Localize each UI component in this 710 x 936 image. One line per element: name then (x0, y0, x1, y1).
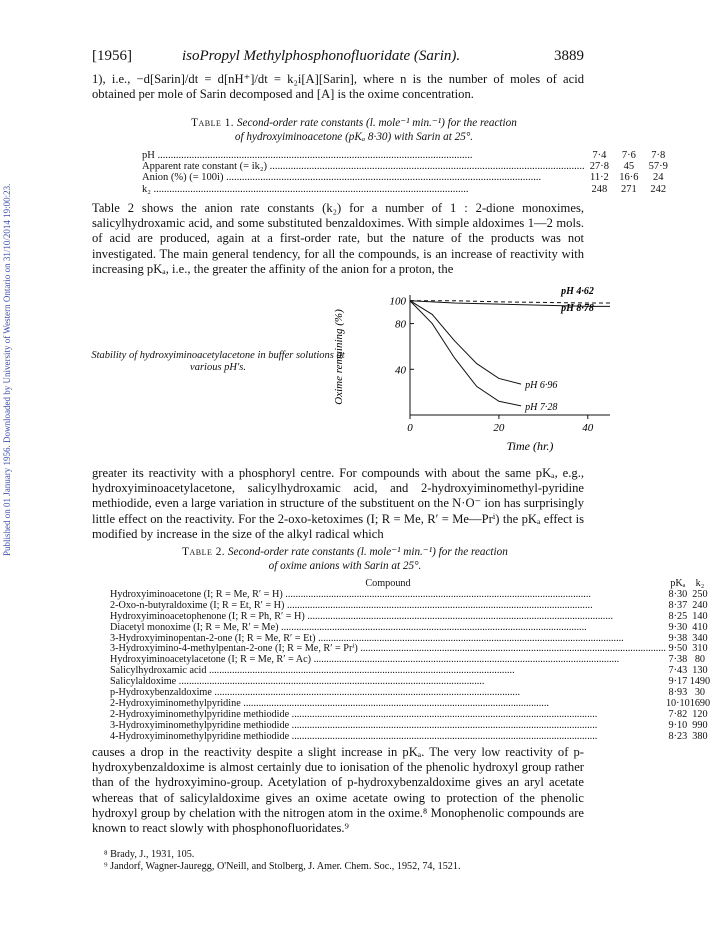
compound-cell: 4-Hydroxyiminomethylpyridine methiodide ..... (110, 732, 666, 743)
x-axis-label: Time (hr.) (506, 439, 554, 453)
pka-cell: 10·10 (665, 697, 690, 709)
pka-cell: 8·37 (668, 599, 688, 611)
stability-chart (330, 275, 620, 475)
k2-cell: 340 (692, 632, 708, 644)
paragraph-4: causes a drop in the reactivity despite a slight increase in pKₐ. The very low reactivity of p-hydroxybenzaldoxime is almost certainly due to ionisation of the phenolic hydroxyl group rather than of the hydroxyimino-group. Acetylation of p-hydroxybenzaldoxime gives an aryl acetate whereas that of salicylaldoxime gives an oxime acetate owing to protection of the phenolic hydroxyl group by chelation with the nitrogen atom in the oxime.⁸ Monophenolic compounds are known to react slowly with phosphonofluoridates.⁹ (92, 745, 584, 836)
k2-cell: 990 (692, 719, 708, 731)
cell: 7·6 (621, 150, 636, 161)
pka-cell: 8·93 (668, 687, 688, 699)
compound-cell: Salicylhydroxamic acid ..... (110, 666, 666, 677)
compound-cell: 3-Hydroxyimino-4-methylpentan-2-one (I; R = Me, R′ = Prⁱ) ..... (110, 644, 666, 655)
column-header: Compound (365, 578, 411, 589)
table2-caption-line2: of oxime anions with Sarin at 25°. (268, 560, 422, 572)
footnote-9: ⁹ Jandorf, Wagner-Jauregg, O'Neill, and Stolberg, J. Amer. Chem. Soc., 1952, 74, 1521. (104, 861, 461, 872)
footnote-8: ⁸ Brady, J., 1931, 105. (104, 849, 195, 860)
k2-cell: 250 (692, 588, 708, 600)
pka-cell: 9·30 (668, 621, 688, 633)
table-row (110, 623, 710, 634)
compound-cell: Diacetyl monoxime (I; R = Me, R′ = Me) ..... (110, 623, 666, 634)
header-year: [1956] (92, 48, 132, 64)
table1-caption-line2: of hydroxyiminoacetone (pKₐ 8·30) with Sarin at 25°. (234, 131, 474, 143)
compound-cell: Salicylaldoxime ..... (110, 677, 666, 688)
pka-cell: 8·25 (668, 610, 688, 622)
cell: 27·8 (589, 161, 610, 173)
paragraph-3: greater its reactivity with a phosphoryl centre. For compounds with about the same pKₐ, e.g., hydroxyiminoacetylacetone, salicylhydroxamic acid, and 2-hydroxyiminomethyl-pyridine methiodide, even a large variation in structure of the substituent on the N·O⁻ ion has surprisingly little effect on the reactivity. For the 2-oxo-ketoximes (I; R = Me, R′ = Me—Prⁱ) the pKₐ effect is modified by increase in the size of the alkyl radical which (92, 466, 584, 541)
cell: 45 (623, 161, 635, 173)
k2-cell: 1490 (689, 676, 710, 688)
table-row (142, 172, 673, 183)
k2-cell: 410 (692, 621, 708, 633)
compound-cell: 3-Hydroxyiminopentan-2-one (I; R = Me, R′ = Et) ..... (110, 634, 666, 645)
pka-cell: 7·82 (668, 708, 688, 720)
table2-caption (110, 545, 580, 573)
table-row (110, 732, 710, 743)
k2-cell: 120 (692, 708, 708, 720)
column-header: pKₐ (670, 578, 686, 589)
pka-cell: 9·10 (668, 719, 688, 731)
y-tick-label: 40 (395, 364, 406, 377)
row-label: pH ..... (142, 150, 585, 161)
pka-cell: 8·30 (668, 588, 688, 600)
k2-cell: 240 (692, 599, 708, 611)
paragraph-2: Table 2 shows the anion rate constants (k₂) for a number of 1 : 2-dione monoximes, salicylhydroxamic acid, and some substituted benzaldoximes. With simple aldoximes 1—2 mols. of acid are produced, again at a first-order rate, but the nature of the products was not investigated. The main general tendency, for all the compounds, is an increase of reactivity with increasing pKₐ, i.e., the greater the affinity of the anion for a proton, the (92, 201, 584, 276)
curve-label: pH 6·96 (525, 380, 558, 392)
curve-label: pH 8·78 (561, 303, 594, 314)
y-axis-label: Oxime remaining (%) (333, 309, 345, 405)
compound-cell: 2-Hydroxyiminomethylpyridine ..... (110, 699, 666, 710)
k2-cell: 140 (692, 610, 708, 622)
k2-cell: 310 (692, 643, 708, 655)
curve-label: pH 7·28 (525, 401, 558, 413)
column-header: k₂ (695, 578, 705, 589)
pka-cell: 7·38 (668, 654, 688, 666)
y-tick-label: 100 (389, 295, 406, 308)
header-title: isoPropyl Methylphosphonofluoridate (Sarin). (182, 48, 461, 64)
pka-cell: 9·50 (668, 643, 688, 655)
pka-cell: 9·17 (668, 676, 688, 688)
pka-cell: 8·23 (668, 730, 688, 742)
cell: 24 (653, 172, 664, 184)
table-row (110, 612, 710, 623)
table-row (142, 184, 673, 195)
compound-cell: Hydroxyiminoacetylacetone (I; R = Me, R′ = Ac) ..... (110, 655, 666, 666)
compound-cell: 3-Hydroxyiminomethylpyridine methiodide ..... (110, 721, 666, 732)
cell: 16·6 (619, 172, 639, 184)
cell: 7·4 (592, 150, 607, 161)
figure-caption: Stability of hydroxyiminoacetylacetone in buffer solutions at various pH's. (91, 350, 345, 373)
compound-cell: 2-Oxo-n-butyraldoxime (I; R = Et, R′ = H) ..... (110, 601, 666, 612)
cell: 248 (591, 183, 608, 195)
compound-cell: Hydroxyiminoacetone (I; R = Me, R′ = H) ..... (110, 590, 666, 601)
cell: 271 (620, 183, 637, 195)
table1-caption-line1: Second-order rate constants (l. mole⁻¹ min.⁻¹) for the reaction (236, 117, 517, 129)
y-tick-label: 80 (395, 318, 406, 331)
compound-cell: p-Hydroxybenzaldoxime ..... (110, 688, 666, 699)
page-number: 3889 (554, 48, 584, 64)
table2-label: Table 2. (182, 546, 226, 558)
k2-cell: 1690 (689, 697, 710, 709)
table1-caption (144, 116, 564, 144)
download-notice[interactable]: Published on 01 January 1956. Downloaded by University of Western Ontario on 31/10/2014 19:00:23. (2, 183, 12, 557)
row-label: k₂ ..... (142, 184, 585, 195)
cell: 57·9 (648, 161, 668, 173)
k2-cell: 80 (694, 654, 706, 666)
table-1 (142, 150, 673, 195)
cell: 11·2 (589, 172, 609, 184)
row-label: Apparent rate constant (= ik₂) ..... (142, 161, 585, 172)
pka-cell: 9·38 (668, 632, 688, 644)
table2-caption-line1: Second-order rate constants (l. mole⁻¹ min.⁻¹) for the reaction (227, 546, 508, 558)
cell: 7·8 (651, 150, 666, 161)
cell: 242 (650, 183, 667, 195)
x-tick-label: 0 (407, 422, 413, 434)
table-2 (110, 579, 710, 743)
curve-label: pH 4·62 (561, 285, 594, 297)
table1-label: Table 1. (191, 117, 235, 129)
k2-cell: 130 (692, 665, 708, 677)
table-row (142, 161, 673, 172)
series-line (410, 301, 521, 406)
pka-cell: 7·43 (668, 665, 688, 677)
x-tick-label: 20 (493, 422, 505, 434)
compound-cell: Hydroxyiminoacetophenone (I; R = Ph, R′ = H) ..... (110, 612, 666, 623)
paragraph-1: 1), i.e., −d[Sarin]/dt = d[nH⁺]/dt = k₂i[A][Sarin], where n is the number of moles of acid obtained per mole of Sarin decomposed and [A] is the oxime concentration. (92, 72, 584, 102)
row-label: Anion (%) (= 100i) ..... (142, 172, 585, 183)
k2-cell: 30 (694, 687, 706, 699)
x-tick-label: 40 (582, 422, 594, 434)
compound-cell: 2-Hydroxyiminomethylpyridine methiodide ..... (110, 710, 666, 721)
table-row (142, 150, 673, 161)
k2-cell: 380 (692, 730, 708, 742)
